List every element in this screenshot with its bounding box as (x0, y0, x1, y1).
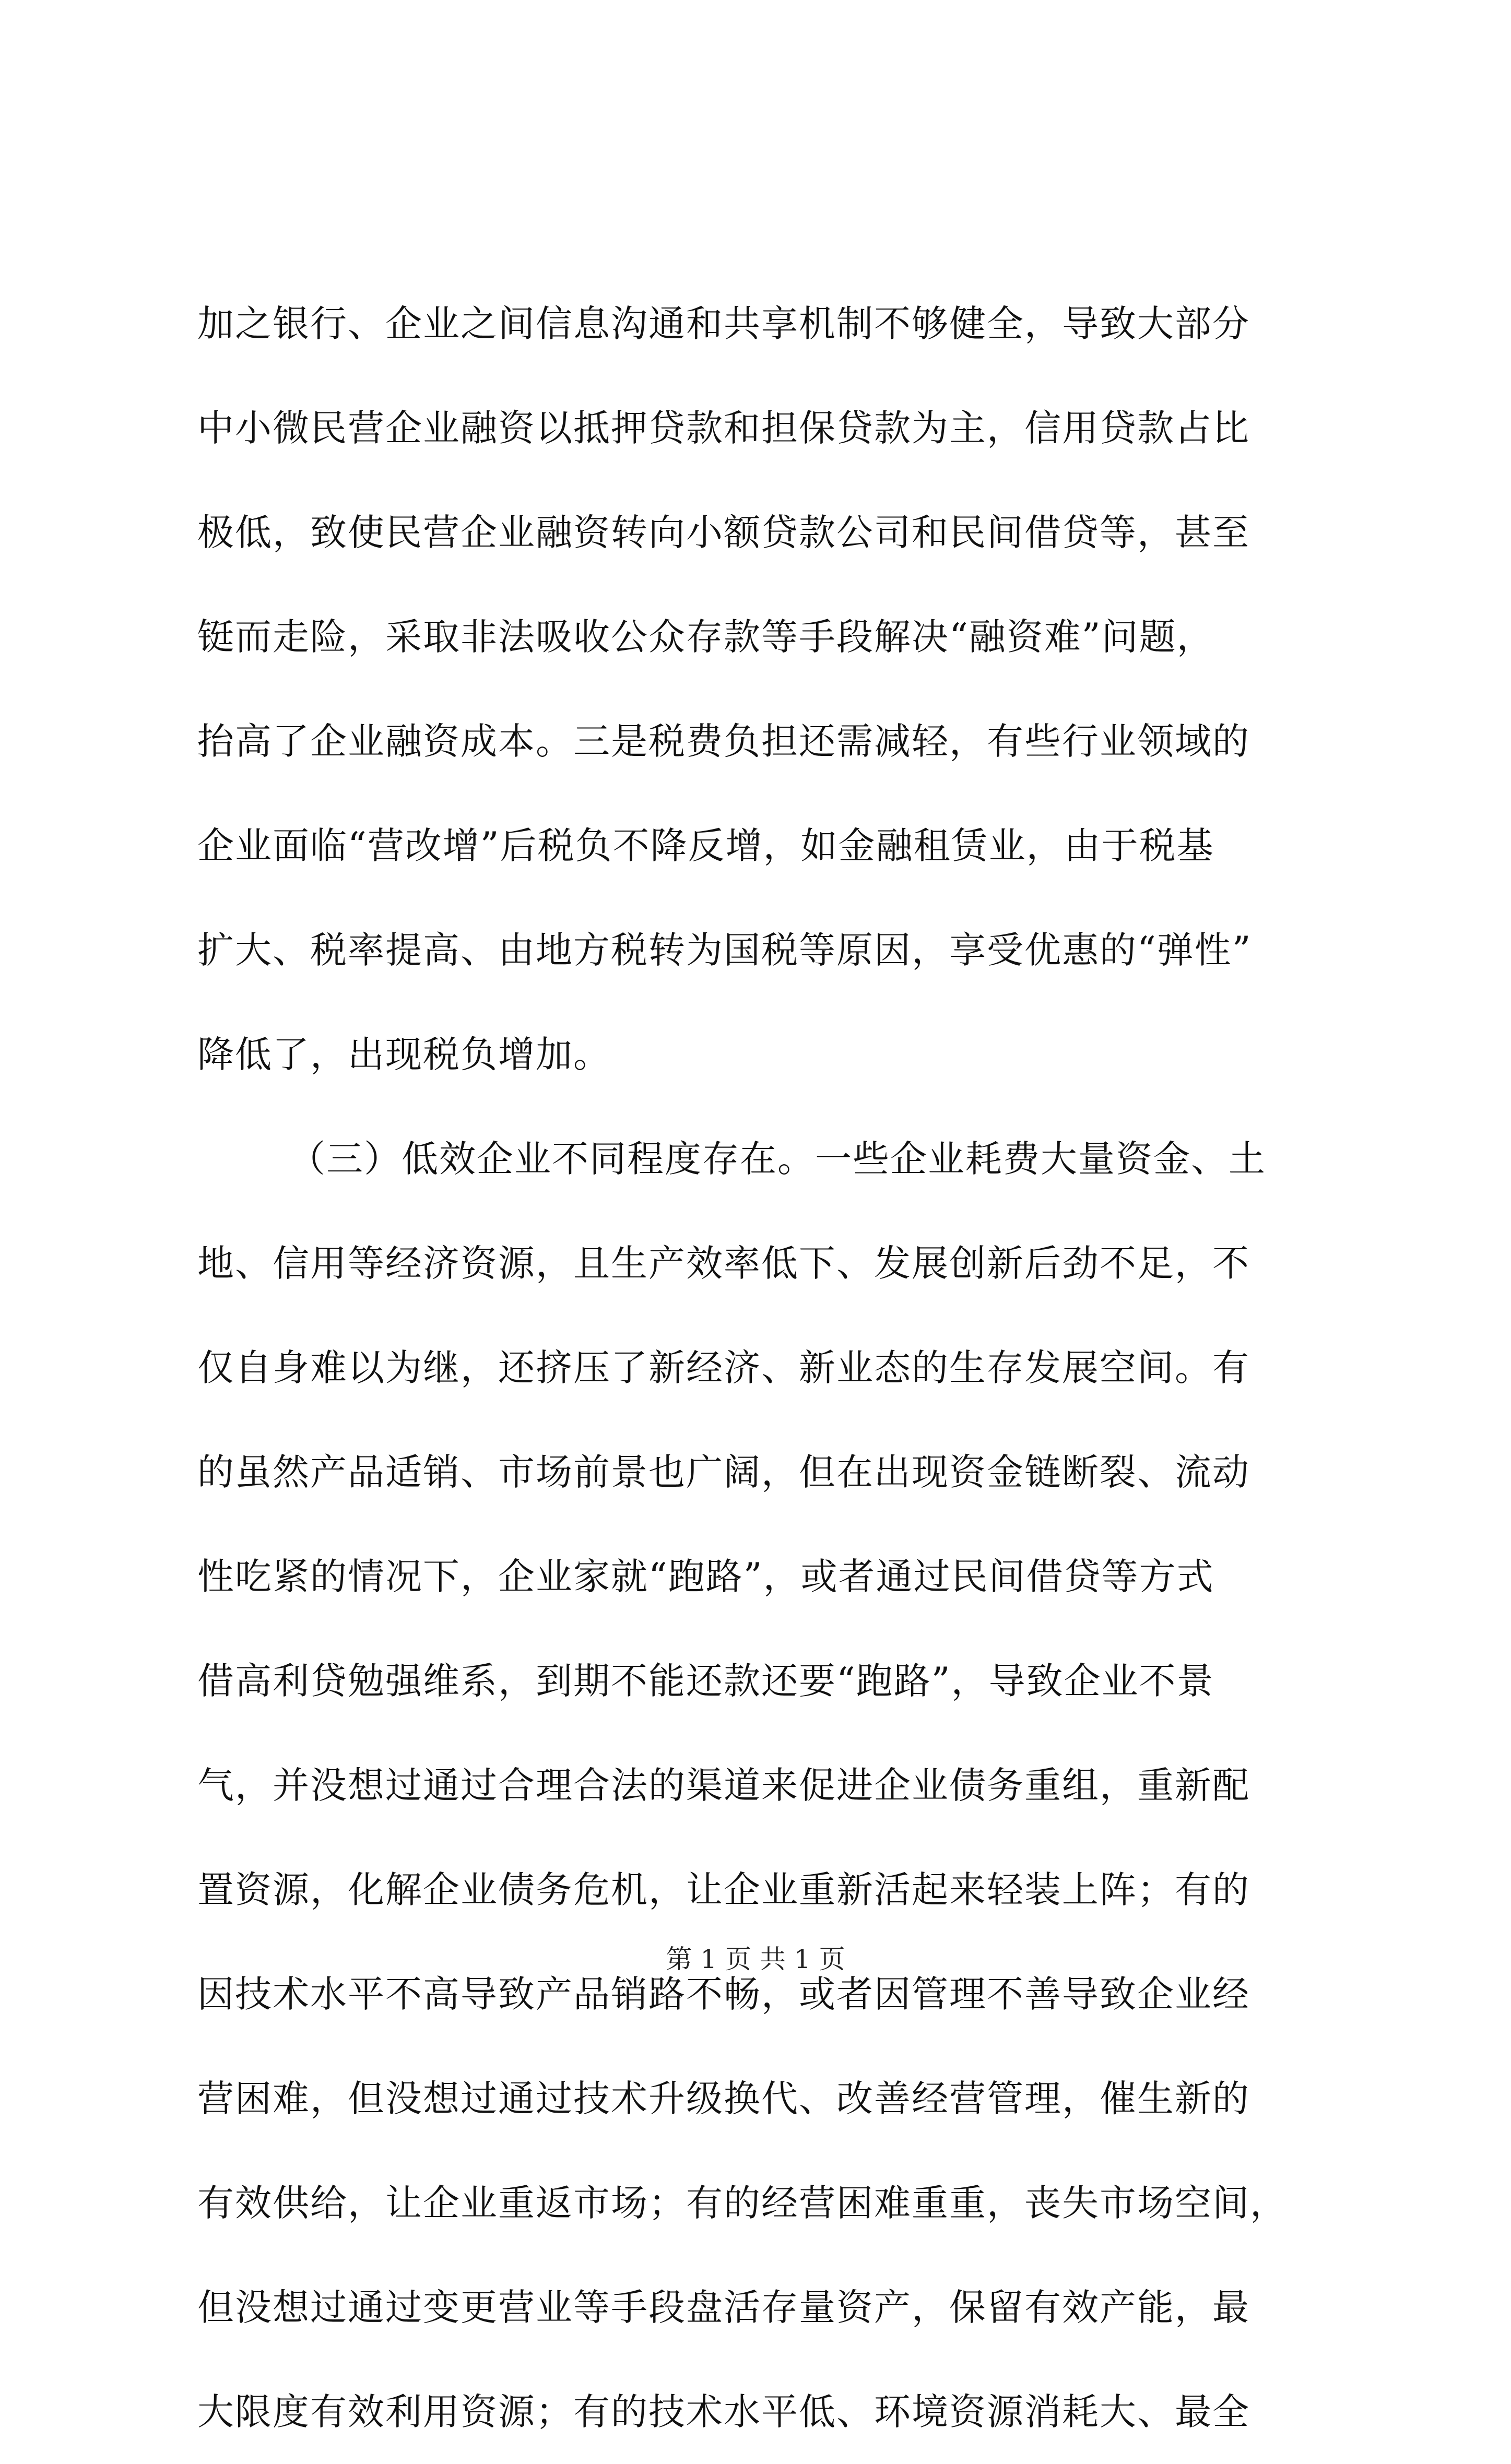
text-line: 置资源，化解企业债务危机，让企业重新活起来轻装上阵；有的 (197, 1868, 1250, 1911)
text-line: 中小微民营企业融资以抵押贷款和担保贷款为主，信用贷款占比 (197, 407, 1250, 449)
text-line: 因技术水平不高导致产品销路不畅，或者因管理不善导致企业经 (197, 1973, 1250, 2016)
text-line: 企业面临“营改增”后税负不降反增，如金融租赁业，由于税基 (197, 824, 1214, 867)
text-line: 气，并没想过通过合理合法的渠道来促进企业债务重组，重新配 (197, 1764, 1250, 1807)
text-line: 但没想过通过变更营业等手段盘活存量资产，保留有效产能，最 (197, 2286, 1250, 2329)
text-line: 有效供给，让企业重返市场；有的经营困难重重，丧失市场空间， (197, 2182, 1288, 2224)
text-line: 降低了，出现税负增加。 (197, 1033, 611, 1076)
text-line: 地、信用等经济资源，且生产效率低下、发展创新后劲不足，不 (197, 1242, 1250, 1285)
text-line: 大限度有效利用资源；有的技术水平低、环境资源消耗大、最全 (197, 2390, 1250, 2433)
text-line: 借高利贷勉强维系，到期不能还款还要“跑路”，导致企业不景 (197, 1660, 1214, 1702)
text-line: 加之银行、企业之间信息沟通和共享机制不够健全，导致大部分 (197, 302, 1250, 345)
section-heading-line: （三）低效企业不同程度存在。一些企业耗费大量资金、土 (289, 1138, 1266, 1180)
text-line: 扩大、税率提高、由地方税转为国税等原因，享受优惠的“弹性” (197, 929, 1252, 972)
page-footer: 第 1 页 共 1 页 (666, 1944, 845, 1974)
text-line: 抬高了企业融资成本。三是税费负担还需减轻，有些行业领域的 (197, 720, 1250, 763)
text-line: 性吃紧的情况下，企业家就“跑路”，或者通过民间借贷等方式 (197, 1555, 1214, 1598)
body-text (197, 271, 1346, 2464)
text-line: 的虽然产品适销、市场前景也广阔，但在出现资金链断裂、流动 (197, 1451, 1250, 1494)
text-line: 营困难，但没想过通过技术升级换代、改善经营管理，催生新的 (197, 2077, 1250, 2120)
text-line: 铤而走险，采取非法吸收公众存款等手段解决“融资难”问题， (197, 615, 1214, 658)
text-line: 极低，致使民营企业融资转向小额贷款公司和民间借贷等，甚至 (197, 511, 1250, 554)
text-line: 仅自身难以为继，还挤压了新经济、新业态的生存发展空间。有 (197, 1346, 1250, 1389)
